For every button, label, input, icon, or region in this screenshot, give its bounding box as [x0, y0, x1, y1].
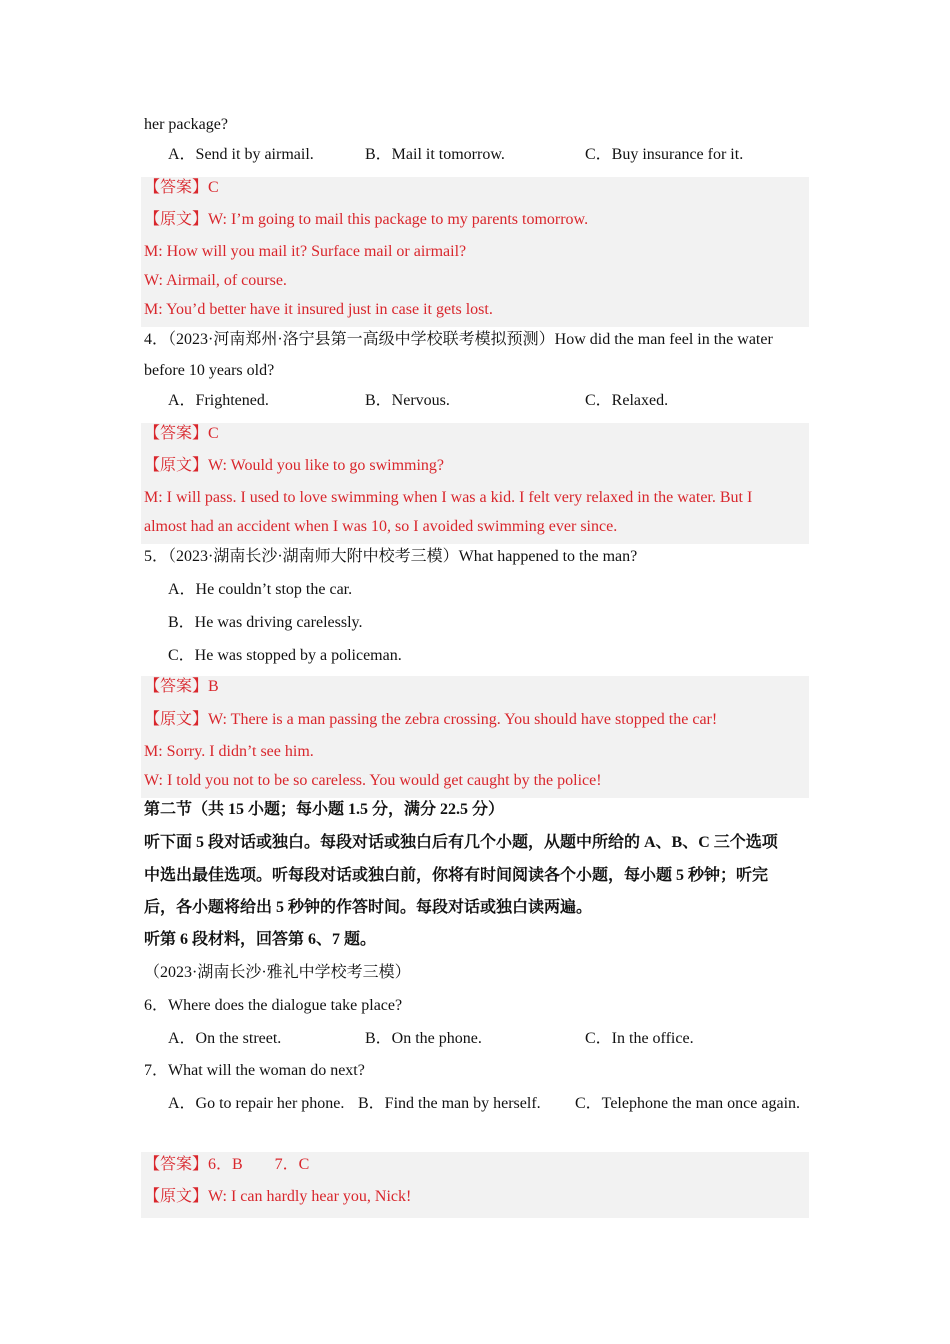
q5-option-c: C．He was stopped by a policeman.: [168, 647, 402, 664]
q4-transcript-line: almost had an accident when I was 10, so I avoided swimming ever since.: [144, 518, 618, 535]
q4-transcript-line: M: I will pass. I used to love swimming when I was a kid. I felt very relaxed in the water. But I: [144, 489, 753, 506]
q6-option-b: B．On the phone.: [365, 1030, 482, 1047]
question-3-stem: her package?: [144, 116, 228, 133]
q3-transcript-line: W: Airmail, of course.: [144, 272, 287, 289]
question-5-stem: 5．（2023·湖南长沙·湖南师大附中校考三模）What happened to the man?: [144, 548, 638, 565]
q5-answer: 【答案】B: [144, 678, 219, 695]
q7-option-b: B．Find the man by herself.: [358, 1095, 541, 1112]
q4-option-c: C．Relaxed.: [585, 392, 669, 409]
question-7-stem: 7．What will the woman do next?: [144, 1062, 365, 1079]
question-source: （2023·湖南长沙·雅礼中学校考三模）: [144, 964, 411, 981]
q3-transcript-line: 【原文】W: I’m going to mail this package to my parents tomorrow.: [144, 211, 589, 228]
q7-option-a: A．Go to repair her phone.: [168, 1095, 345, 1112]
section-heading: 第二节（共 15 小题；每小题 1.5 分，满分 22.5 分）: [144, 801, 505, 818]
q6-option-c: C．In the office.: [585, 1030, 694, 1047]
q4-option-b: B．Nervous.: [365, 392, 450, 409]
material-intro: 听第 6 段材料，回答第 6、7 题。: [144, 931, 377, 948]
q7-option-c: C．Telephone the man once again.: [575, 1095, 801, 1112]
q5-option-a: A．He couldn’t stop the car.: [168, 581, 353, 598]
q5-transcript-line: 【原文】W: There is a man passing the zebra crossing. You should have stopped the car!: [144, 711, 718, 728]
question-6-stem: 6．Where does the dialogue take place?: [144, 997, 403, 1014]
q4-answer: 【答案】C: [144, 425, 219, 442]
section-instructions-line: 中选出最佳选项。听每段对话或独白前，你将有时间阅读各个小题，每小题 5 秒钟；听完: [144, 867, 769, 884]
q5-option-b: B．He was driving carelessly.: [168, 614, 363, 631]
q3-transcript-line: M: You’d better have it insured just in case it gets lost.: [144, 301, 493, 318]
q4-option-a: A．Frightened.: [168, 392, 269, 409]
q5-transcript-line: M: Sorry. I didn’t see him.: [144, 743, 314, 760]
q3-transcript-line: M: How will you mail it? Surface mail or airmail?: [144, 243, 467, 260]
question-4-stem: 4．（2023·河南郑州·洛宁县第一高级中学校联考模拟预测）How did the man feel in the water: [144, 331, 773, 348]
section-instructions-line: 后，各小题将给出 5 秒钟的作答时间。每段对话或独白读两遍。: [144, 899, 593, 916]
question-4-stem-cont: before 10 years old?: [144, 362, 275, 379]
q3-option-a: A．Send it by airmail.: [168, 146, 314, 163]
q67-answer: 【答案】6．B 7．C: [144, 1156, 310, 1173]
q5-transcript-line: W: I told you not to be so careless. You would get caught by the police!: [144, 772, 602, 789]
section-instructions-line: 听下面 5 段对话或独白。每段对话或独白后有几个小题，从题中所给的 A、B、C 三个选项: [144, 834, 778, 851]
q3-option-c: C．Buy insurance for it.: [585, 146, 744, 163]
q4-transcript-line: 【原文】W: Would you like to go swimming?: [144, 457, 445, 474]
q6-option-a: A．On the street.: [168, 1030, 282, 1047]
q67-transcript-line: 【原文】W: I can hardly hear you, Nick!: [144, 1188, 412, 1205]
q3-option-b: B．Mail it tomorrow.: [365, 146, 505, 163]
q3-answer: 【答案】C: [144, 179, 219, 196]
